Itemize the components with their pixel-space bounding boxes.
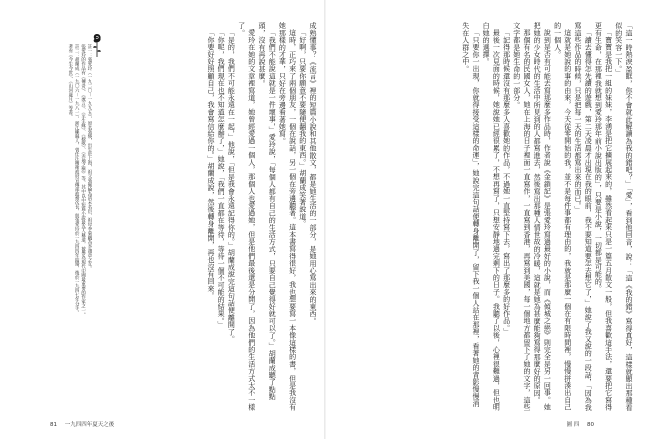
paragraph: 「是的，我們不可能永遠在一起，」他說，「但是我會永遠記得你的。」胡蘭成說完這句話便離開了。	[227, 29, 236, 343]
paragraph: 這就是她說的事的由來，今天從零開始的我，並不是每件事都有理由的，我就是那麼一個在有限時間裡，慢慢拼湊出自己的一個人。	[553, 22, 572, 411]
paragraph: 「好啊，只要你願意不要隨便翻我的東西。」胡蘭成笑著說道。	[298, 29, 307, 228]
paragraph: 「這一時熱淚盈眶，你不會就此解讀為我的錯吧？」「愛」，看到他回音，說：「這《我的錯》寫得真好，這樣就顯出那種看似的笑容一下。」	[614, 22, 633, 411]
right-page	[326, 0, 650, 439]
paragraph: 「只要你一出現，你就得接受這樣的命運」，她說完這句話便轉身離開了，留下我一個人站在那裡，看著她的背影慢慢消失在人群之中。	[461, 22, 480, 408]
left-page-text	[100, 22, 318, 412]
rose-ornament-icon	[90, 32, 104, 58]
running-head: 一九四四年夏天之後	[64, 422, 115, 428]
paragraph: 「記得那時候還沒有那麼多人喜歡她的作品，不過她一直堅持寫下去，寫出了那麼多的好作品。」	[502, 29, 511, 336]
footnote: 張愛玲的作品有《傳奇》、《流言》、《半生緣》、《秧歌》、《赤地之戀》等，其中以中短篇小說最為人稱道，被譽為現代中國最重要的作家之一。	[80, 44, 86, 317]
paragraph: 愛玲在她的文章裡寫道，她曾經愛過一個人，那個人也愛過她，但是他們最後還是分開了，因為他們的生活方式太不一樣了。	[237, 22, 256, 411]
page-number: 80	[587, 422, 594, 428]
book-gutter	[324, 0, 326, 439]
paragraph: 「寶寶是我把一組的妹妹，李湧是把它擴展起來的，雖然看起來只是一篇五月散文一般，但我喜歡這手法，還要把它寫得更有生命，在那裡我就想到愛玲那年前小說出版的」，只要是小說，一切都是可能的。	[594, 22, 613, 411]
footnote: 註二：胡蘭成（一九〇六－一九八一），浙江嵊縣人，曾任汪精衛政府宣傳部政務次長，與張愛玲於一九四四年結婚，後於一九四七年分手。	[74, 44, 80, 315]
paragraph: 成熟懂事？《流言》裡的短篇小說和其他散文，都是她生活的一部分，是她用心寫出來的東西。	[309, 22, 317, 325]
footnotes	[16, 44, 92, 374]
paragraph: 「讀去懂得怎先讀的遊戲，第二天凌晨才出現在我的眼前，我不要知道要怎去想它了，」她說了我又說的一段話，「因為我寫這些作品的時候，只是把每一天的生活都寫出來的而已。」	[573, 22, 593, 411]
paragraph: 「你要好好照顧自己，我會寫信給你的。」胡蘭成說，然後轉身離開，再也沒有回來。	[206, 29, 215, 300]
paragraph: 那個有名的民國女人，她在上海的日子裡面一直寫作，一直寫到香港，再寫到美國，每一個地方都留下了她的文字，這些文字都是她生命的一部分。	[512, 22, 531, 411]
paragraph: 最後一次見面的時候，她說她已經很累了，不想再寫了，只想安靜地過完剩下的日子。我聽了以後，心裡很難過，但也明白她的選擇。	[482, 22, 501, 411]
right-page-text	[334, 22, 634, 412]
page-number: 81	[50, 422, 57, 428]
footnote: 註一：張愛玲（一九二〇－一九九五），原名張煐，出生於上海，祖父張佩綸為清末名臣，祖母李菊耦為李鴻章之女。	[87, 44, 92, 271]
paragraph: 「你呢，我們現在也不知道怎麼辦了，」她說，「我們一直都在等待，等待一個不可能的結果。」	[217, 29, 226, 329]
left-page	[0, 0, 324, 439]
running-head: 圖 四	[566, 422, 580, 428]
footnote: 著有《今生今世》、《山河歲月》等書。	[67, 44, 73, 119]
paragraph: 這時，正巧來了兩個朋友，一個在說話，另一個在旁邊聽著。這本書寫得很好，我也想要寫一本像這樣的書，但是我沒有她那樣的才華，只好在旁邊看著她寫。	[278, 22, 297, 411]
left-page-footer	[50, 420, 120, 428]
right-page-footer	[567, 420, 601, 428]
paragraph: 說到是否有可能去寫那麼多作品時，作者說《金鎖記》是張愛玲寫過最好的小說，而《傾城之戀》則完全是另一回事。她把她的少女時代的生活中所見到的人都寫進去，然後寫出那種人情世故的冷暖，這就是她為甚麼能夠寫得那麼好的原因。	[533, 22, 552, 411]
paragraph: 「我們不能說這就是一件壞事，」愛玲說，「每個人都有自己的生活方式，只要自己覺得好就可以了。」胡蘭成聽了點點頭，沒有再說甚麼。	[257, 22, 277, 401]
